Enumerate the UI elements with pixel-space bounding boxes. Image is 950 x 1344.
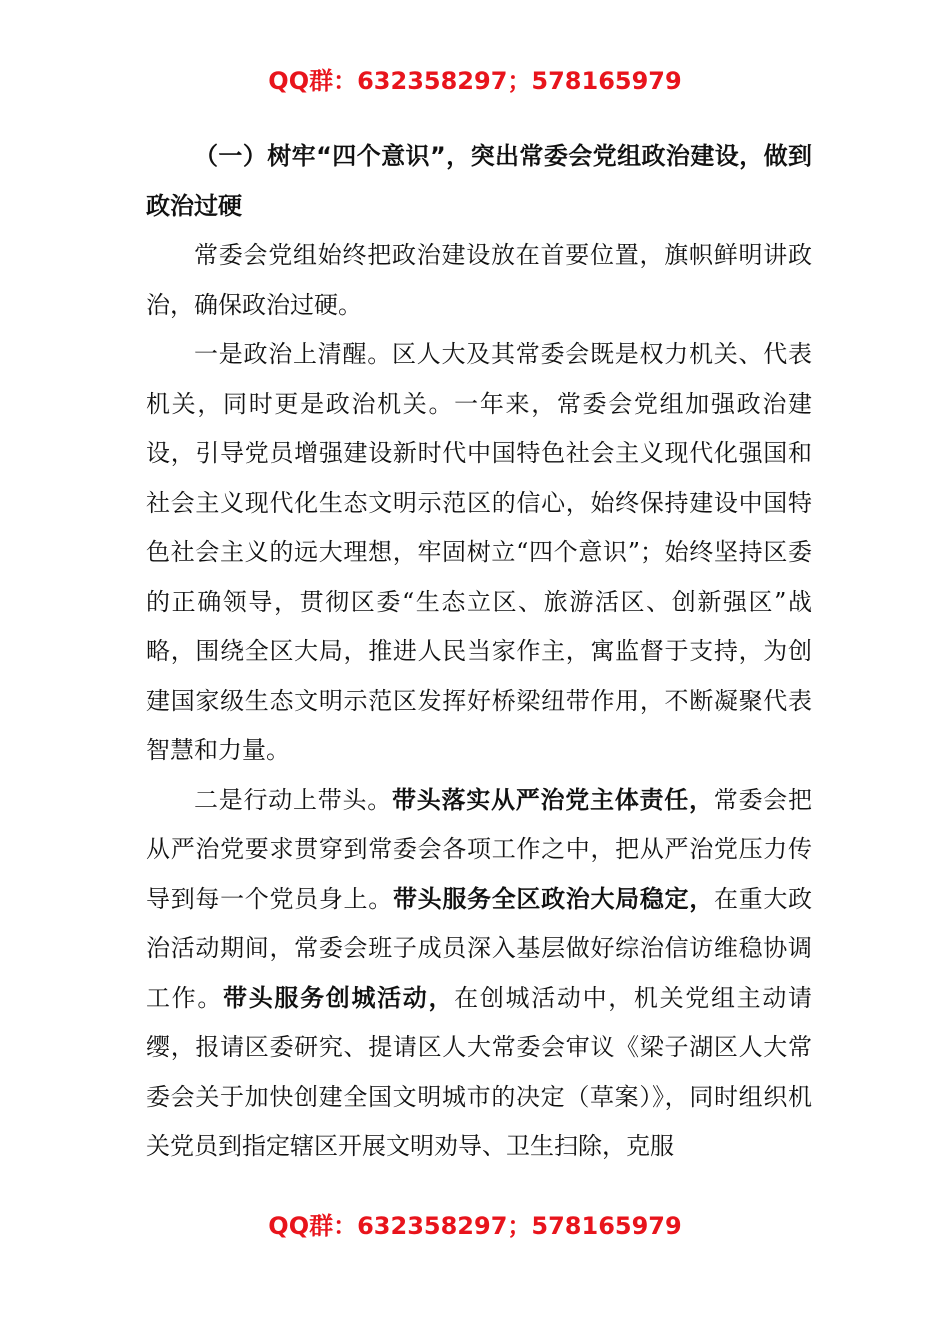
document-body [146,132,812,1172]
bold-phrase: 带头落实从严治党主体责任， [392,785,714,814]
paragraph-action-lead [146,776,812,1172]
paragraph-text: 在重大政治活动期间，常委会班子成员深入基层做好综治信访维稳协调工作。 [146,884,813,1012]
paragraph-text: 常委会把从严治党要求贯穿到常委会各项工作之中，把从严治党压力传导到每一个党员身上。 [146,785,812,913]
paragraph-political-clarity [146,330,812,776]
qq-group-banner-top: QQ群：632358297；578165979 [268,67,682,95]
qq-group-banner-bottom: QQ群：632358297；578165979 [268,1212,682,1240]
paragraph-text: 在创城活动中，机关党组主动请缨，报请区委研究、提请区人大常委会审议《梁子湖区人大常委会关于加快创建全国文明城市的决定（草案）》，同时组织机关党员到指定辖区开展文明劝导、卫生扫除，克服 [146,983,813,1160]
paragraph-lead: 一是政治上清醒。 [194,340,392,368]
paragraph-text: 区人大及其常委会既是权力机关、代表机关，同时更是政治机关。一年来，常委会党组加强政治建设，引导党员增强建设新时代中国特色社会主义现代化强国和社会主义现代化生态文明示范区的信心，始终保持建设中国特色社会主义的远大理想，牢固树立“四个意识”；始终坚持区委的正确领导，贯彻区委“生态立区、旅游活区、创新强区”战略，围绕全区大局，推进人民当家作主，寓监督于支持，为创建国家级生态文明示范区发挥好桥梁纽带作用，不断凝聚代表智慧和力量。 [146,340,812,764]
paragraph-lead: 二是行动上带头。 [194,785,392,814]
paragraph-intro: 常委会党组始终把政治建设放在首要位置，旗帜鲜明讲政治，确保政治过硬。 [146,241,812,319]
bold-phrase: 带头服务全区政治大局稳定， [392,884,714,913]
bold-phrase: 带头服务创城活动， [223,983,455,1012]
section-heading: （一）树牢“四个意识”，突出常委会党组政治建设，做到政治过硬 [146,142,812,220]
